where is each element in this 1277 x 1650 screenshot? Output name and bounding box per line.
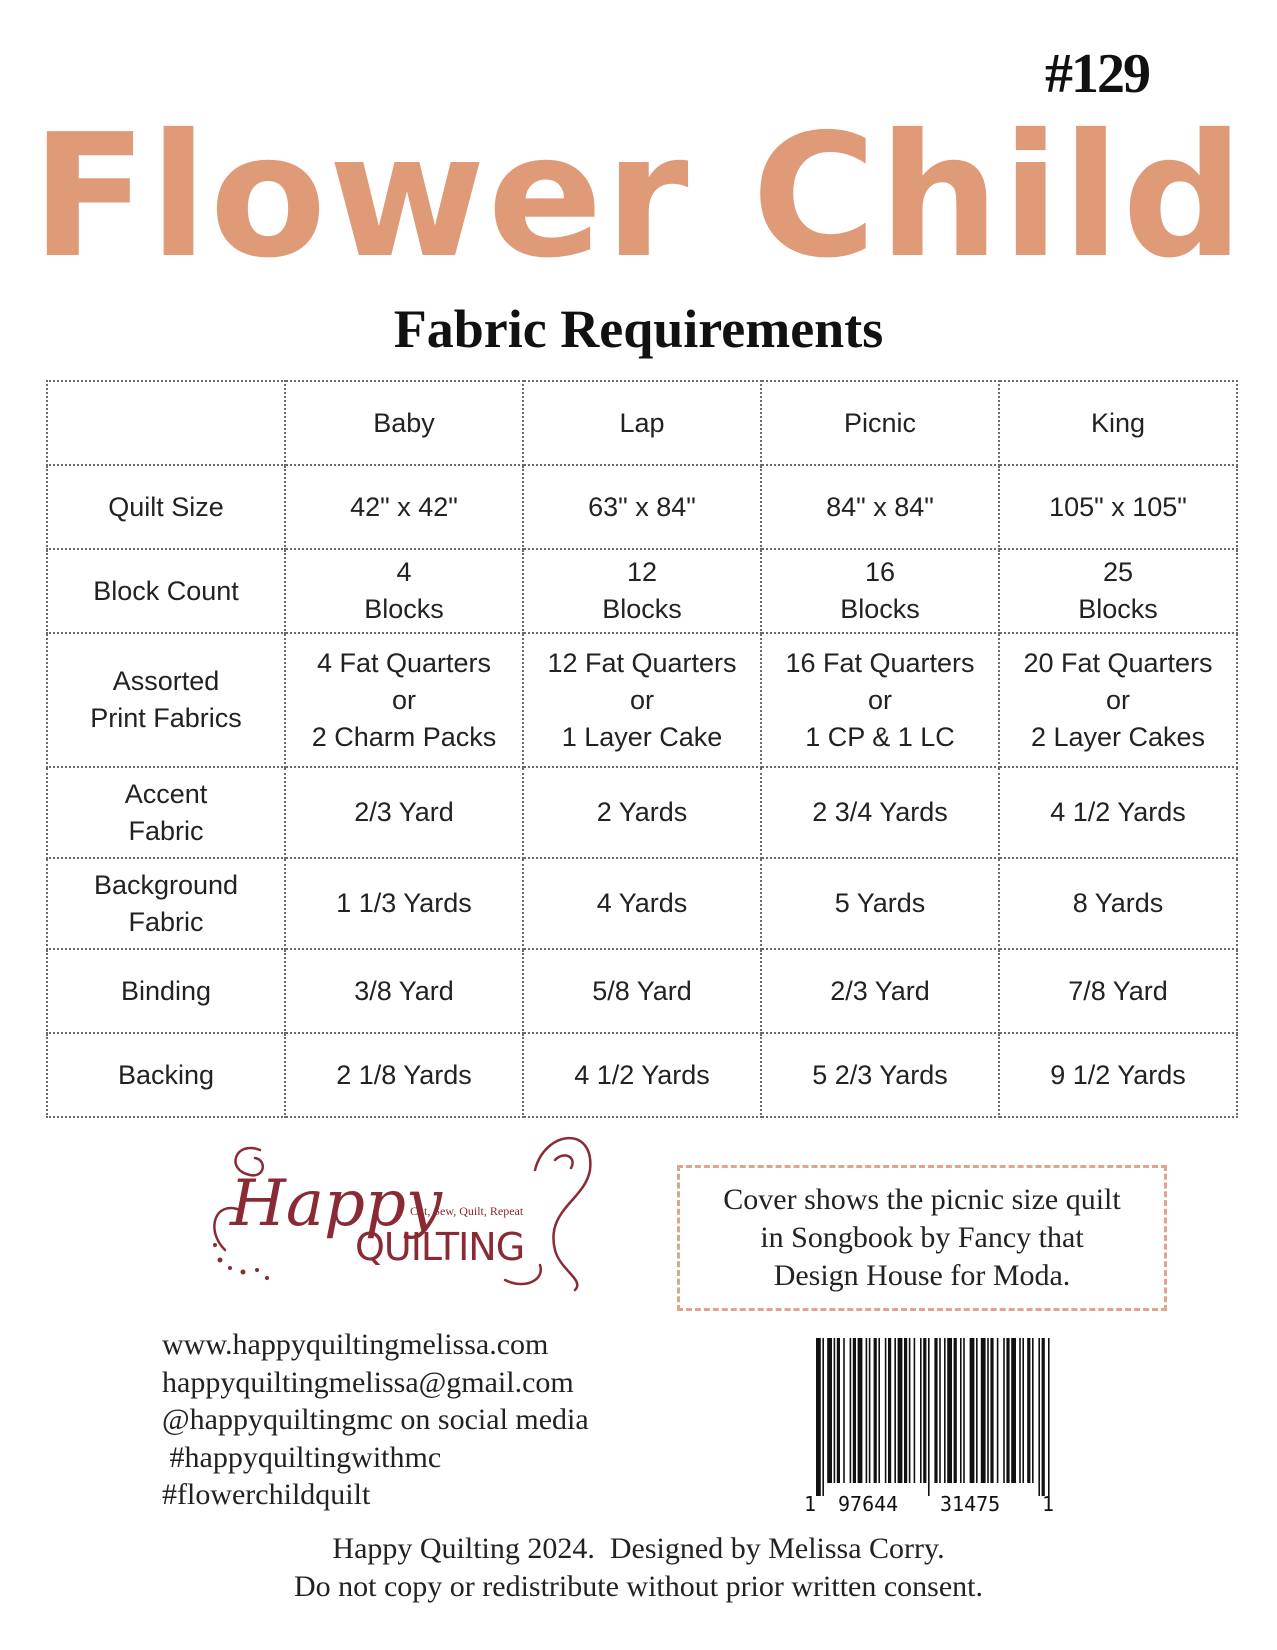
barcode-bar xyxy=(970,1338,975,1483)
row-label-text: Assorted xyxy=(112,666,220,696)
barcode-bar xyxy=(822,1338,824,1496)
cell-text: 42" x 42" xyxy=(350,491,458,522)
barcode-bar xyxy=(904,1338,907,1483)
barcode-bar xyxy=(934,1338,937,1483)
table-cell xyxy=(999,1033,1237,1117)
cell-text: or xyxy=(391,684,416,715)
barcode-bar xyxy=(858,1338,863,1483)
logo-word-quilting: QUILTING xyxy=(355,1225,525,1269)
barcode-digits-group2: 31475 xyxy=(940,1492,1001,1516)
cell-text: 7/8 Yard xyxy=(1068,975,1168,1006)
barcode-digit-right: 1 xyxy=(1042,1492,1055,1516)
table-cell xyxy=(999,549,1237,633)
cell-text: 12 Fat Quarters xyxy=(547,647,737,678)
cell-text: 4 xyxy=(396,557,412,587)
barcode-bar xyxy=(837,1338,840,1483)
barcode-bar xyxy=(909,1338,911,1483)
cell-text: or xyxy=(867,684,892,715)
barcode-bar xyxy=(960,1338,962,1483)
page-title: Flower Child xyxy=(31,98,1246,296)
table-cell xyxy=(523,633,761,767)
barcode-bar xyxy=(874,1338,877,1483)
barcode-bar xyxy=(850,1338,852,1483)
footer-credit: Happy Quilting 2024. Designed by Melissa Corry. xyxy=(332,1532,945,1565)
row-label-text: Background xyxy=(93,869,239,900)
section-heading: Fabric Requirements xyxy=(393,299,884,359)
cell-text: 2 1/8 Yards xyxy=(336,1059,472,1090)
barcode-bar xyxy=(1019,1338,1021,1483)
barcode-bars xyxy=(816,1338,1050,1496)
cell-text: Blocks xyxy=(602,594,682,624)
barcode-bar xyxy=(888,1338,891,1483)
barcode-bar xyxy=(1003,1338,1005,1483)
barcode-bar xyxy=(1048,1338,1050,1496)
barcode-digit-left: 1 xyxy=(804,1492,817,1516)
cell-text: 1 1/3 Yards xyxy=(336,888,472,918)
barcode-bar xyxy=(1011,1338,1016,1483)
barcode-digits-group1: 97644 xyxy=(838,1492,899,1516)
table-cell xyxy=(285,549,523,633)
table-cell xyxy=(523,858,761,949)
table-cell xyxy=(523,1033,761,1117)
cell-text: 16 xyxy=(864,557,896,587)
barcode-bar xyxy=(898,1338,903,1483)
cell-text: 9 1/2 Yards xyxy=(1050,1059,1186,1090)
cell-text: 2 Layer Cakes xyxy=(1030,721,1206,752)
cover-note-line: in Songbook by Fancy that xyxy=(760,1221,1084,1254)
barcode-bar xyxy=(1038,1338,1040,1496)
table-cell xyxy=(285,767,523,858)
row-label-cell xyxy=(47,949,285,1033)
barcode-bar xyxy=(866,1338,868,1483)
contact-info xyxy=(162,1326,589,1514)
barcode-bar xyxy=(1032,1338,1034,1483)
row-label-cell xyxy=(47,858,285,949)
header-cell-king: King xyxy=(999,381,1237,465)
table-cell xyxy=(999,767,1237,858)
barcode-bar xyxy=(990,1338,993,1483)
table-cell xyxy=(761,633,999,767)
cell-text: Blocks xyxy=(840,594,920,624)
cell-text: 16 Fat Quarters xyxy=(785,647,975,678)
table-cell xyxy=(761,949,999,1033)
table-row xyxy=(47,633,1237,767)
table-cell xyxy=(285,1033,523,1117)
row-label-text: Binding xyxy=(120,975,212,1006)
barcode-bar xyxy=(944,1338,946,1483)
hashtag-happyquilting: #happyquiltingwithmc xyxy=(162,1440,442,1474)
hashtag-flowerchild: #flowerchildquilt xyxy=(162,1478,371,1511)
row-label-text: Accent xyxy=(124,778,208,809)
row-label-text: Fabric xyxy=(128,815,204,846)
table-cell xyxy=(999,633,1237,767)
table-cell xyxy=(761,465,999,549)
social-handle: @happyquiltingmc on social media xyxy=(162,1403,589,1436)
cell-text: 2/3 Yard xyxy=(830,975,930,1006)
table-row xyxy=(47,1033,1237,1117)
cell-text: 2 Yards xyxy=(596,797,688,827)
barcode-bar xyxy=(976,1338,978,1483)
table-cell xyxy=(999,465,1237,549)
barcode-bar xyxy=(853,1338,856,1483)
row-label-text: Quilt Size xyxy=(108,491,224,522)
header-cell-baby: Baby xyxy=(285,381,523,465)
barcode-bar xyxy=(894,1338,896,1483)
cover-note-line: Design House for Moda. xyxy=(773,1259,1071,1292)
table-cell xyxy=(523,549,761,633)
cell-text: 20 Fat Quarters xyxy=(1023,647,1213,678)
table-cell xyxy=(523,949,761,1033)
table-cell xyxy=(523,767,761,858)
fabric-requirements-table xyxy=(46,380,1238,1118)
barcode-bar xyxy=(914,1338,916,1483)
header-cell-empty xyxy=(47,381,285,465)
cell-text: 84" x 84" xyxy=(826,491,934,522)
row-label-cell xyxy=(47,465,285,549)
barcode-bar xyxy=(843,1338,845,1483)
barcode-bar xyxy=(834,1338,836,1483)
barcode-bar xyxy=(939,1338,941,1483)
cell-text: 5 2/3 Yards xyxy=(812,1059,948,1090)
barcode-bar xyxy=(954,1338,957,1483)
email-link[interactable]: happyquiltingmelissa@gmail.com xyxy=(162,1365,574,1399)
barcode-bar xyxy=(920,1338,922,1483)
barcode-bar xyxy=(1022,1338,1024,1483)
table-header-row xyxy=(47,381,1237,465)
table-cell xyxy=(285,858,523,949)
cell-text: 63" x 84" xyxy=(588,491,696,522)
table-cell xyxy=(999,858,1237,949)
table-row xyxy=(47,767,1237,858)
header-cell-picnic: Picnic xyxy=(761,381,999,465)
cell-text: or xyxy=(1105,684,1130,715)
cover-note-box xyxy=(677,1165,1167,1311)
cell-text: Blocks xyxy=(364,594,444,624)
cell-text: 4 1/2 Yards xyxy=(574,1059,710,1090)
barcode xyxy=(800,1336,1060,1516)
cell-text: 8 Yards xyxy=(1072,888,1164,918)
row-label-cell xyxy=(47,767,285,858)
barcode-bar xyxy=(987,1338,989,1483)
barcode-bar xyxy=(816,1338,821,1496)
logo-word-happy: Happy xyxy=(230,1167,443,1241)
cell-text: 2 3/4 Yards xyxy=(812,797,948,827)
cell-text: 105" x 105" xyxy=(1049,491,1187,522)
table-row xyxy=(47,949,1237,1033)
cell-text: 1 Layer Cake xyxy=(561,721,723,752)
cell-text: Blocks xyxy=(1078,594,1158,624)
barcode-bar xyxy=(878,1338,880,1483)
header-cell-lap: Lap xyxy=(523,381,761,465)
website-link[interactable]: www.happyquiltingmelissa.com xyxy=(162,1328,549,1361)
table-cell xyxy=(285,465,523,549)
footer-copyright: Do not copy or redistribute without prior written consent. xyxy=(293,1570,984,1603)
barcode-bar xyxy=(1006,1338,1009,1483)
cell-text: 4 Yards xyxy=(596,888,688,918)
row-label-cell xyxy=(47,549,285,633)
table-row xyxy=(47,465,1237,549)
cell-text: 4 1/2 Yards xyxy=(1050,797,1186,827)
barcode-bar xyxy=(947,1338,952,1483)
barcode-bar xyxy=(981,1338,986,1483)
table-cell xyxy=(523,465,761,549)
cell-text: 5/8 Yard xyxy=(592,975,692,1006)
cell-text: 25 xyxy=(1102,557,1134,587)
barcode-bar xyxy=(963,1338,965,1483)
table-row xyxy=(47,858,1237,949)
table-cell xyxy=(285,633,523,767)
barcode-bar xyxy=(885,1338,887,1483)
cell-text: or xyxy=(629,684,654,715)
barcode-bar xyxy=(1027,1338,1030,1483)
cell-text: 2 Charm Packs xyxy=(311,721,497,752)
row-label-cell xyxy=(47,1033,285,1117)
cell-text: 12 xyxy=(626,557,658,587)
table-cell xyxy=(761,549,999,633)
footer xyxy=(0,1530,1277,1606)
table-cell xyxy=(285,949,523,1033)
pattern-number: #129 xyxy=(1045,43,1149,105)
barcode-bar xyxy=(928,1338,930,1496)
table-cell xyxy=(761,767,999,858)
logo-tagline: Cut, Sew, Quilt, Repeat xyxy=(410,1204,524,1218)
table-cell xyxy=(761,1033,999,1117)
cell-text: 1 CP & 1 LC xyxy=(805,721,955,752)
barcode-bar xyxy=(997,1338,999,1483)
cell-text: 3/8 Yard xyxy=(354,975,454,1006)
barcode-bar xyxy=(1042,1338,1045,1496)
barcode-bar xyxy=(827,1338,832,1483)
cover-note-line: Cover shows the picnic size quilt xyxy=(723,1183,1121,1216)
cell-text: 2/3 Yard xyxy=(354,797,454,827)
barcode-bar xyxy=(923,1338,926,1483)
barcode-bar xyxy=(869,1338,871,1483)
row-label-text: Print Fabrics xyxy=(90,703,242,733)
cell-text: 4 Fat Quarters xyxy=(316,647,492,678)
table-row xyxy=(47,549,1237,633)
row-label-text: Backing xyxy=(117,1059,215,1090)
table-cell xyxy=(761,858,999,949)
table-cell xyxy=(999,949,1237,1033)
happy-quilting-logo xyxy=(205,1130,625,1300)
cell-text: 5 Yards xyxy=(834,888,926,918)
row-label-text: Block Count xyxy=(93,575,239,606)
row-label-cell xyxy=(47,633,285,767)
row-label-text: Fabric xyxy=(128,906,204,937)
